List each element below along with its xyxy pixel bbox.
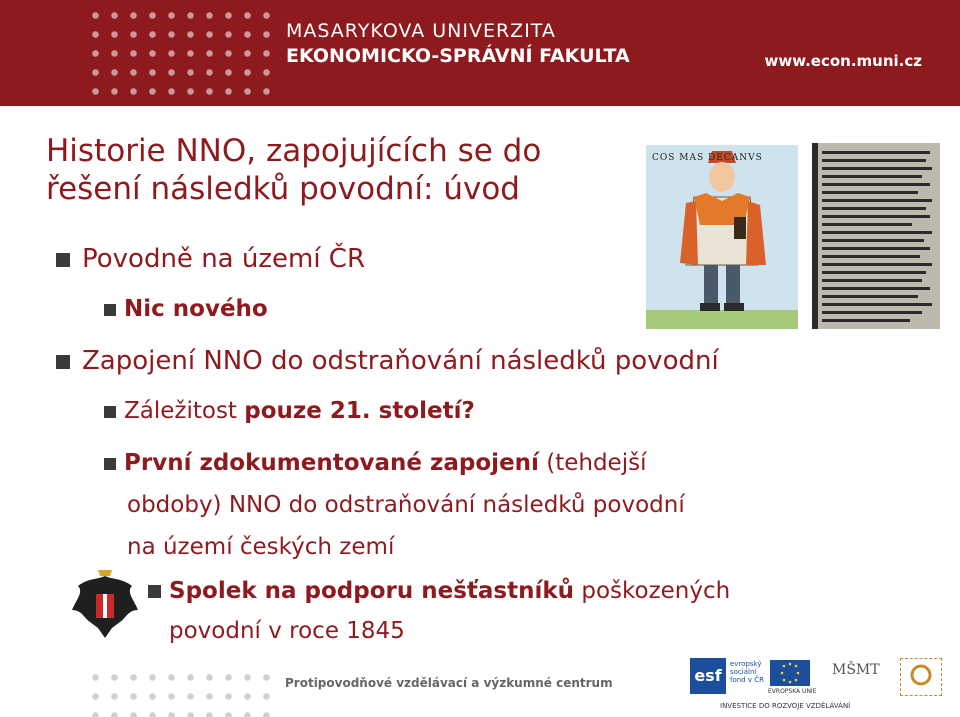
square-bullet-icon: [56, 253, 70, 267]
manuscript-image: [812, 143, 940, 329]
header-bar: [0, 0, 960, 106]
bullet-item-6-line-2: povodní v roce 1845: [169, 618, 405, 644]
square-bullet-icon: [56, 355, 70, 369]
esf-logo: esf: [690, 658, 726, 694]
bullet-item-6: Spolek na podporu nešťastníků poškozených: [148, 578, 730, 604]
bullet-item-5-line-3: na území českých zemí: [127, 534, 395, 560]
logo-caption: INVESTICE DO ROZVOJE VZDĚLÁVÁNÍ: [720, 702, 851, 710]
cosmas-illustration: [646, 145, 798, 329]
bullet-item-1: Povodně na území ČR: [56, 244, 365, 274]
faculty-name: EKONOMICKO-SPRÁVNÍ FAKULTA: [286, 45, 630, 67]
bullet-item-5: První zdokumentované zapojení (tehdejší: [104, 450, 646, 476]
slide-title: [46, 132, 636, 208]
title-line-2: řešení následků povodní: úvod: [46, 171, 520, 207]
cosmas-figure-icon: [646, 145, 798, 329]
bullet-item-3: Zapojení NNO do odstraňování následků povodní: [56, 346, 719, 376]
eu-label: EVROPSKÁ UNIE: [768, 688, 817, 695]
bullet-item-4: Záležitost pouze 21. století?: [104, 398, 475, 424]
dot-pattern: [86, 6, 276, 104]
msmt-logo: MŠMT: [832, 662, 880, 678]
square-bullet-icon: [104, 458, 116, 470]
footer-text: Protipovodňové vzdělávací a výzkumné centrum: [285, 676, 613, 690]
title-line-1: Historie NNO, zapojujících se do: [46, 133, 542, 169]
bullet-item-5-line-2: obdoby) NNO do odstraňování následků povodní: [127, 492, 685, 518]
website-link[interactable]: www.econ.muni.cz: [764, 52, 922, 70]
partner-logo: [900, 658, 942, 696]
footer-dot-pattern: [86, 668, 276, 717]
bullet-item-2: Nic nového: [104, 296, 268, 322]
esf-subtitle: evropský sociální fond v ČR: [730, 660, 764, 684]
manuscript-icon: [812, 143, 940, 329]
university-name: MASARYKOVA UNIVERZITA: [286, 20, 556, 42]
eu-flag-icon: [770, 660, 810, 686]
square-bullet-icon: [148, 585, 161, 598]
illustration-caption: COS MAS DECANVS: [652, 153, 763, 163]
square-bullet-icon: [104, 406, 116, 418]
coat-of-arms-icon: [68, 566, 142, 646]
square-bullet-icon: [104, 304, 116, 316]
